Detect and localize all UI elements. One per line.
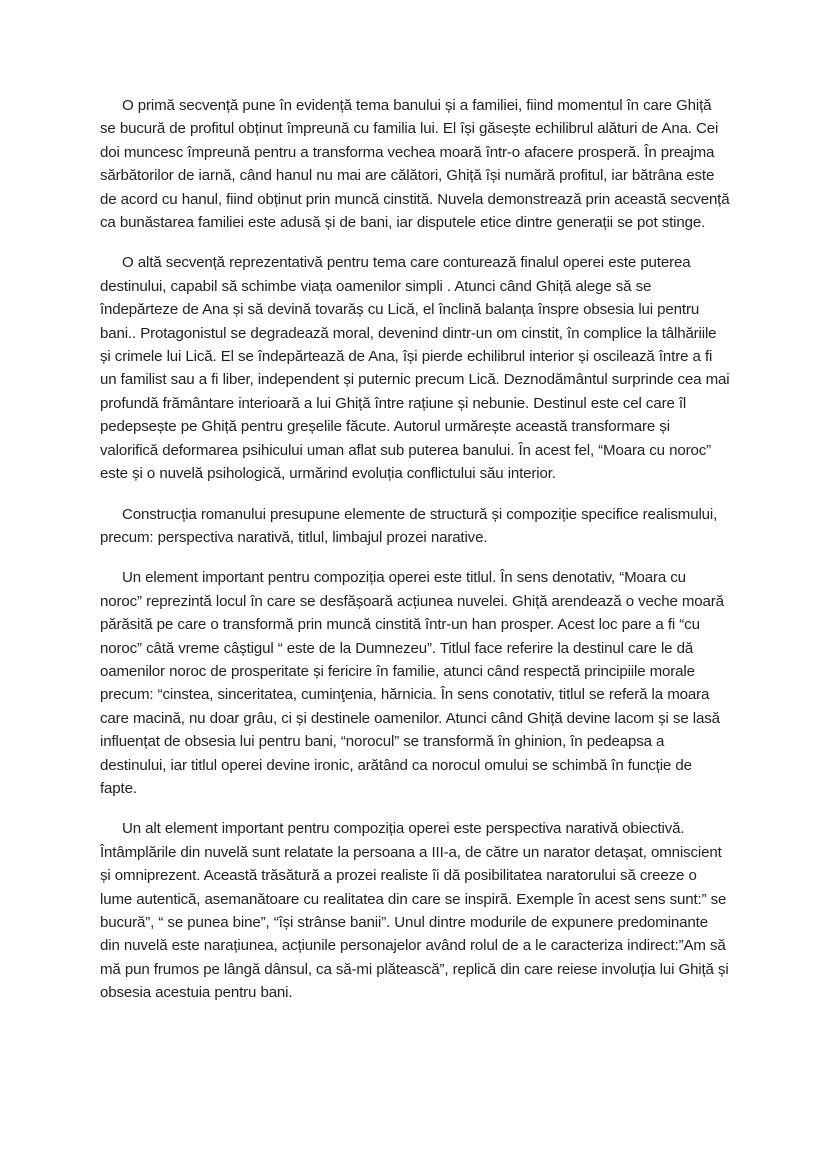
paragraph-5: Un alt element important pentru compoziția operei este perspectiva narativă obiectivă. Întâmplările din nuvelă sunt relatate la persoana a III-a, de către un narator detașat, omniscient și omniprezent. Această trăsătură a prozei realiste îi dă posibilitatea naratorului să creeze o lume autentică, asemanătoare cu realitatea din care se inspiră. Exemple în acest sens sunt:” se bucură”, “ se punea bine”, “își strânse banii”. Unul dintre modurile de expunere predominante din nuvelă este narațiunea, acțiunile personajelor având rolul de a le caracteriza indirect:”Am să mă pun frumos pe lângă dânsul, ca să-mi plătească”, replică din care reiese involuția lui Ghiță și obsesia acestuia pentru bani. bbox=[100, 820, 729, 1002]
paragraph-3: Construcția romanului presupune elemente de structură și compoziție specifice realismului, precum: perspectiva narativă, titlul, limbajul prozei narative. bbox=[100, 505, 718, 546]
document-text-body bbox=[100, 94, 730, 1005]
paragraph-2: O altă secvență reprezentativă pentru tema care conturează finalul operei este puterea destinului, capabil să schimbe viața oamenilor simpli . Atunci când Ghiță alege să se îndepărteze de Ana și să devină tovarăș cu Lică, el înclină balanța înspre obsesia lui pentru bani.. Protagonistul se degradează moral, devenind dintr-un om cinstit, în complice la tâlhăriile și crimele lui Lică. El se îndepărtează de Ana, își pierde echilibrul interior și oscilează între a fi un familist sau a fi liber, independent și puternic precum Lică. Deznodământul surprinde cea mai profundă frământare interioară a lui Ghiță între rațiune și nebunie. Destinul este cel care îl pedepsește pe Ghiță pentru greșelile făcute. Autorul urmărește această transformare și valorifică deformarea psihicului uman aflat sub puterea banului. În acest fel, “Moara cu noroc” este și o nuvelă psihologică, urmărind evoluția conflictului său interior. bbox=[100, 254, 730, 483]
paragraph-4: Un element important pentru compoziția operei este titlul. În sens denotativ, “Moara cu noroc” reprezintă locul în care se desfășoară acțiunea nuvelei. Ghiță arendează o veche moară părăsită pe care o transformă prin muncă cinstită într-un han prosper. Acest loc pare a fi “cu noroc” câtă vreme câștigul “ este de la Dumnezeu”. Titlul face referire la destinul care le dă oamenilor noroc de prosperitate și fericire în familie, atunci când respectă principiile morale precum: “cinstea, sinceritatea, cuminţenia, hărnicia. În sens conotativ, titlul se referă la moara care macină, nu doar grâu, ci și destinele oamenilor. Atunci când Ghiță devine lacom și se lasă influențat de obsesia lui pentru bani, “norocul” se transformă în ghinion, în pedeapsa a destinului, iar titlul operei devine ironic, arătând ca norocul omului se schimbă în funcție de fapte. bbox=[100, 569, 724, 797]
paragraph-1: O primă secvență pune în evidență tema banului și a familiei, fiind momentul în care Ghiță se bucură de profitul obținut împreună cu familia lui. El își găsește echilibrul alături de Ana. Cei doi muncesc împreună pentru a transforma vechea moară într-o afacere prosperă. În preajma sărbătorilor de iarnă, când hanul nu mai are călători, Ghiță își numără profitul, iar bătrâna este de acord cu hanul, fiind obținut prin muncă cinstită. Nuvela demonstrează prin această secvență ca bunăstarea familiei este adusă și de bani, iar disputele etice dintre generații se pot stinge. bbox=[100, 97, 730, 232]
